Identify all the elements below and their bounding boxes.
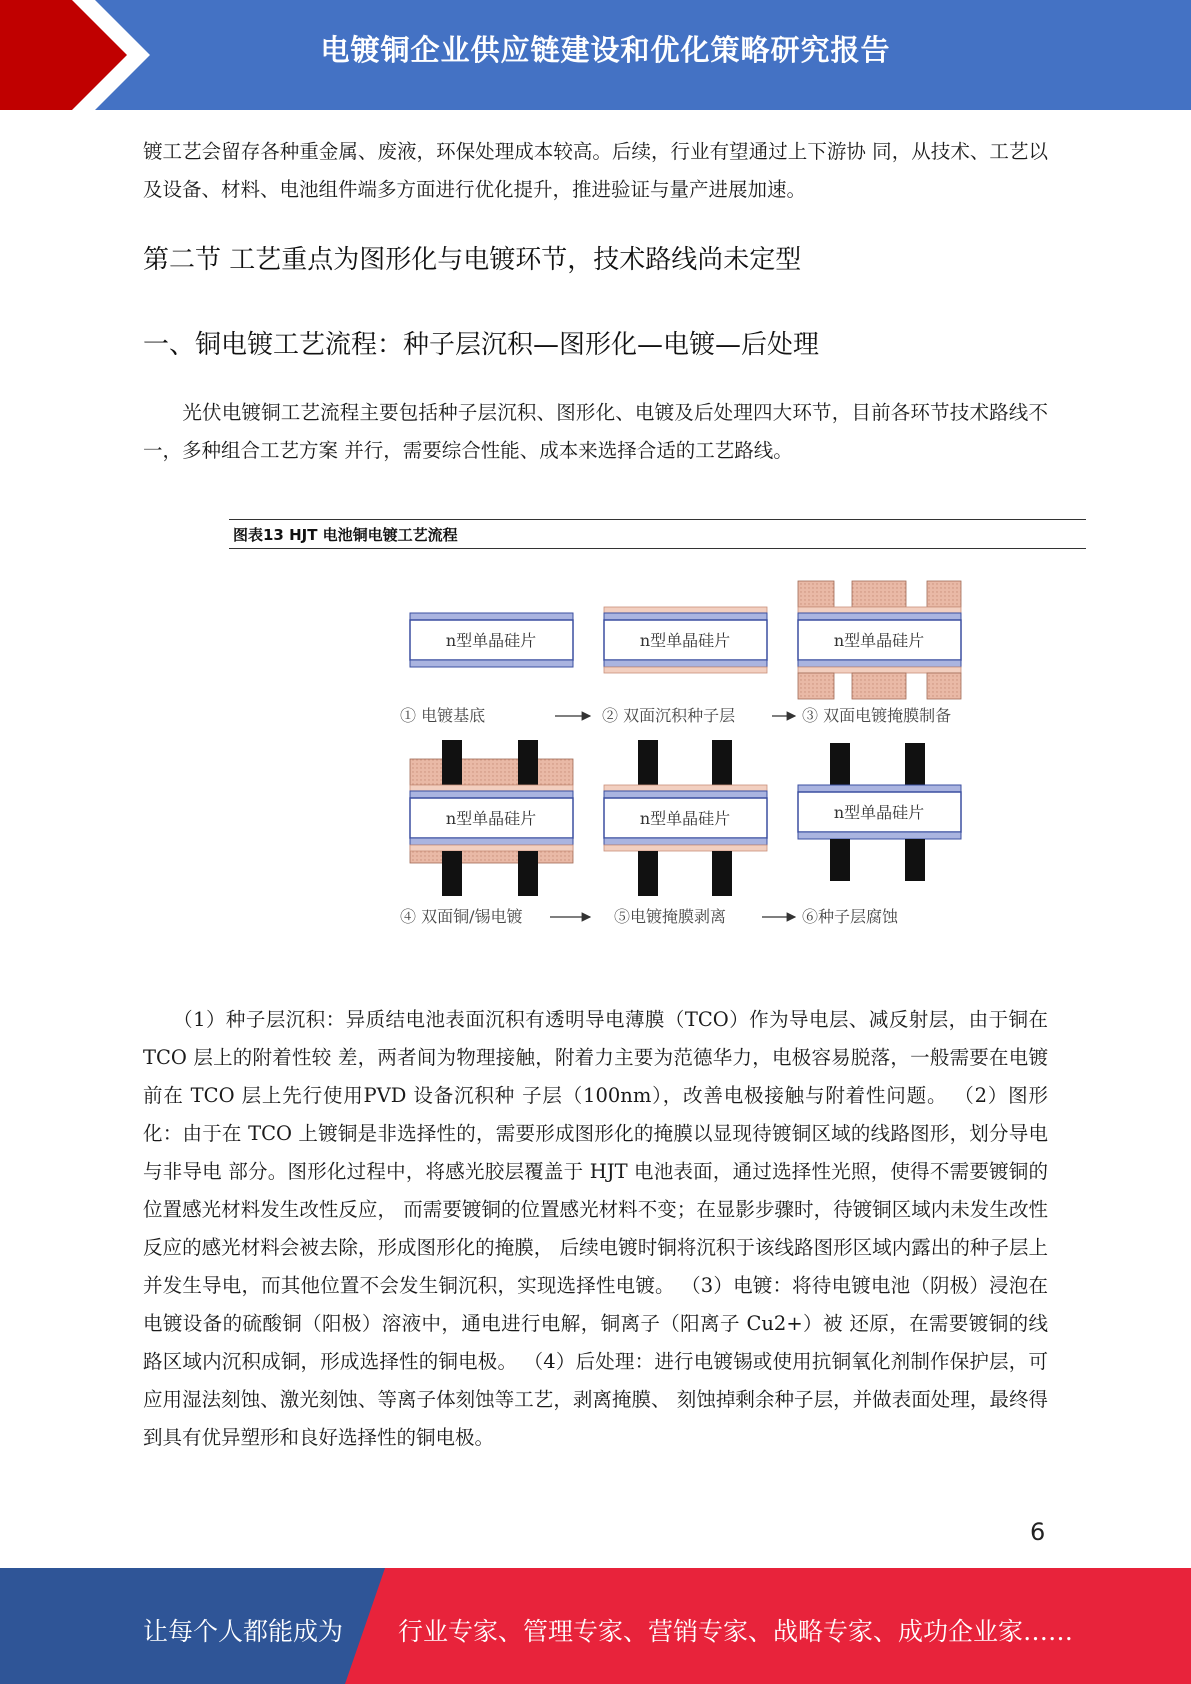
step3-wafer: [798, 581, 961, 699]
wafer-label-3: n型单晶硅片: [833, 631, 925, 650]
report-title: 电镀铜企业供应链建设和优化策略研究报告: [320, 33, 891, 67]
wafer-label-2: n型单晶硅片: [639, 631, 731, 650]
step3-label: ③ 双面电镀掩膜制备: [802, 706, 952, 725]
step1-label: ① 电镀基底: [400, 706, 486, 725]
intro-paragraph: 镀工艺会留存各种重金属、废液，环保处理成本较高。后续，行业有望通过上下游协 同，从技术、工艺以及设备、材料、电池组件端多方面进行优化提升，推进验证与量产进展加速。: [143, 140, 1048, 201]
wafer-label-6: n型单晶硅片: [833, 803, 925, 822]
wafer-label-4: n型单晶硅片: [445, 809, 537, 828]
step5-wafer: [604, 740, 767, 896]
step5-label: ⑤电镀掩膜剥离: [614, 907, 727, 926]
subsection-heading: 一、铜电镀工艺流程：种子层沉积—图形化—电镀—后处理: [143, 330, 820, 360]
wafer-label-1: n型单晶硅片: [445, 631, 537, 650]
process-diagram: [400, 575, 1010, 945]
overview-paragraph: 光伏电镀铜工艺流程主要包括种子层沉积、图形化、电镀及后处理四大环节，目前各环节技术路线不一，多种组合工艺方案 并行，需要综合性能、成本来选择合适的工艺路线。: [143, 401, 1048, 462]
footer-slogan-right: 行业专家、管理专家、营销专家、战略专家、成功企业家……: [398, 1617, 1074, 1646]
step4-wafer: [410, 740, 573, 896]
step2-label: ② 双面沉积种子层: [602, 706, 736, 725]
detail-paragraph: （1）种子层沉积：异质结电池表面沉积有透明导电薄膜（TCO）作为导电层、减反射层，由于铜在 TCO 层上的附着性较 差，两者间为物理接触，附着力主要为范德华力，电极容易脱落，一般需要在电镀前在 TCO 层上先行使用PVD 设备沉积种 子层（100nm），改善电极接触与附着性问题。 （2）图形化：由于在 TCO 上镀铜是非选择性的，需要形成图形化的掩膜以显现待镀铜区域的线路图形，划分导电与非导电 部分。图形化过程中，将感光胶层覆盖于 HJT 电池表面，通过选择性光照，使得不需要镀铜的位置感光材料发生改性反应， 而需要镀铜的位置感光材料不变；在显影步骤时，待镀铜区域内未发生改性反应的感光材料会被去除，形成图形化的掩膜， 后续电镀时铜将沉积于该线路图形区域内露出的种子层上并发生导电，而其他位置不会发生铜沉积，实现选择性电镀。 （3）电镀：将待电镀电池（阴极）浸泡在电镀设备的硫酸铜（阳极）溶液中，通电进行电解，铜离子（阳离子 Cu2+）被 还原，在需要镀铜的线路区域内沉积成铜，形成选择性的铜电极。 （4）后处理：进行电镀锡或使用抗铜氧化剂制作保护层，可应用湿法刻蚀、激光刻蚀、等离子体刻蚀等工艺，剥离掩膜、 刻蚀掉剩余种子层，并做表面处理，最终得到具有优异塑形和良好选择性的铜电极。: [143, 1008, 1048, 1449]
page-header: [0, 0, 1191, 110]
figure-caption: 图表13 HJT 电池铜电镀工艺流程: [233, 526, 458, 544]
step2-wafer: [604, 607, 767, 673]
page-number: 6: [1030, 1518, 1046, 1546]
step4-label: ④ 双面铜/锡电镀: [400, 907, 523, 926]
wafer-label-5: n型单晶硅片: [639, 809, 731, 828]
step1-wafer: [410, 613, 573, 667]
figure-caption-bar: [229, 519, 1086, 549]
step6-wafer: [798, 743, 961, 881]
step6-label: ⑥种子层腐蚀: [802, 907, 899, 926]
footer-slogan-left: 让每个人都能成为: [143, 1617, 344, 1646]
section-heading: 第二节 工艺重点为图形化与电镀环节，技术路线尚未定型: [143, 245, 802, 275]
